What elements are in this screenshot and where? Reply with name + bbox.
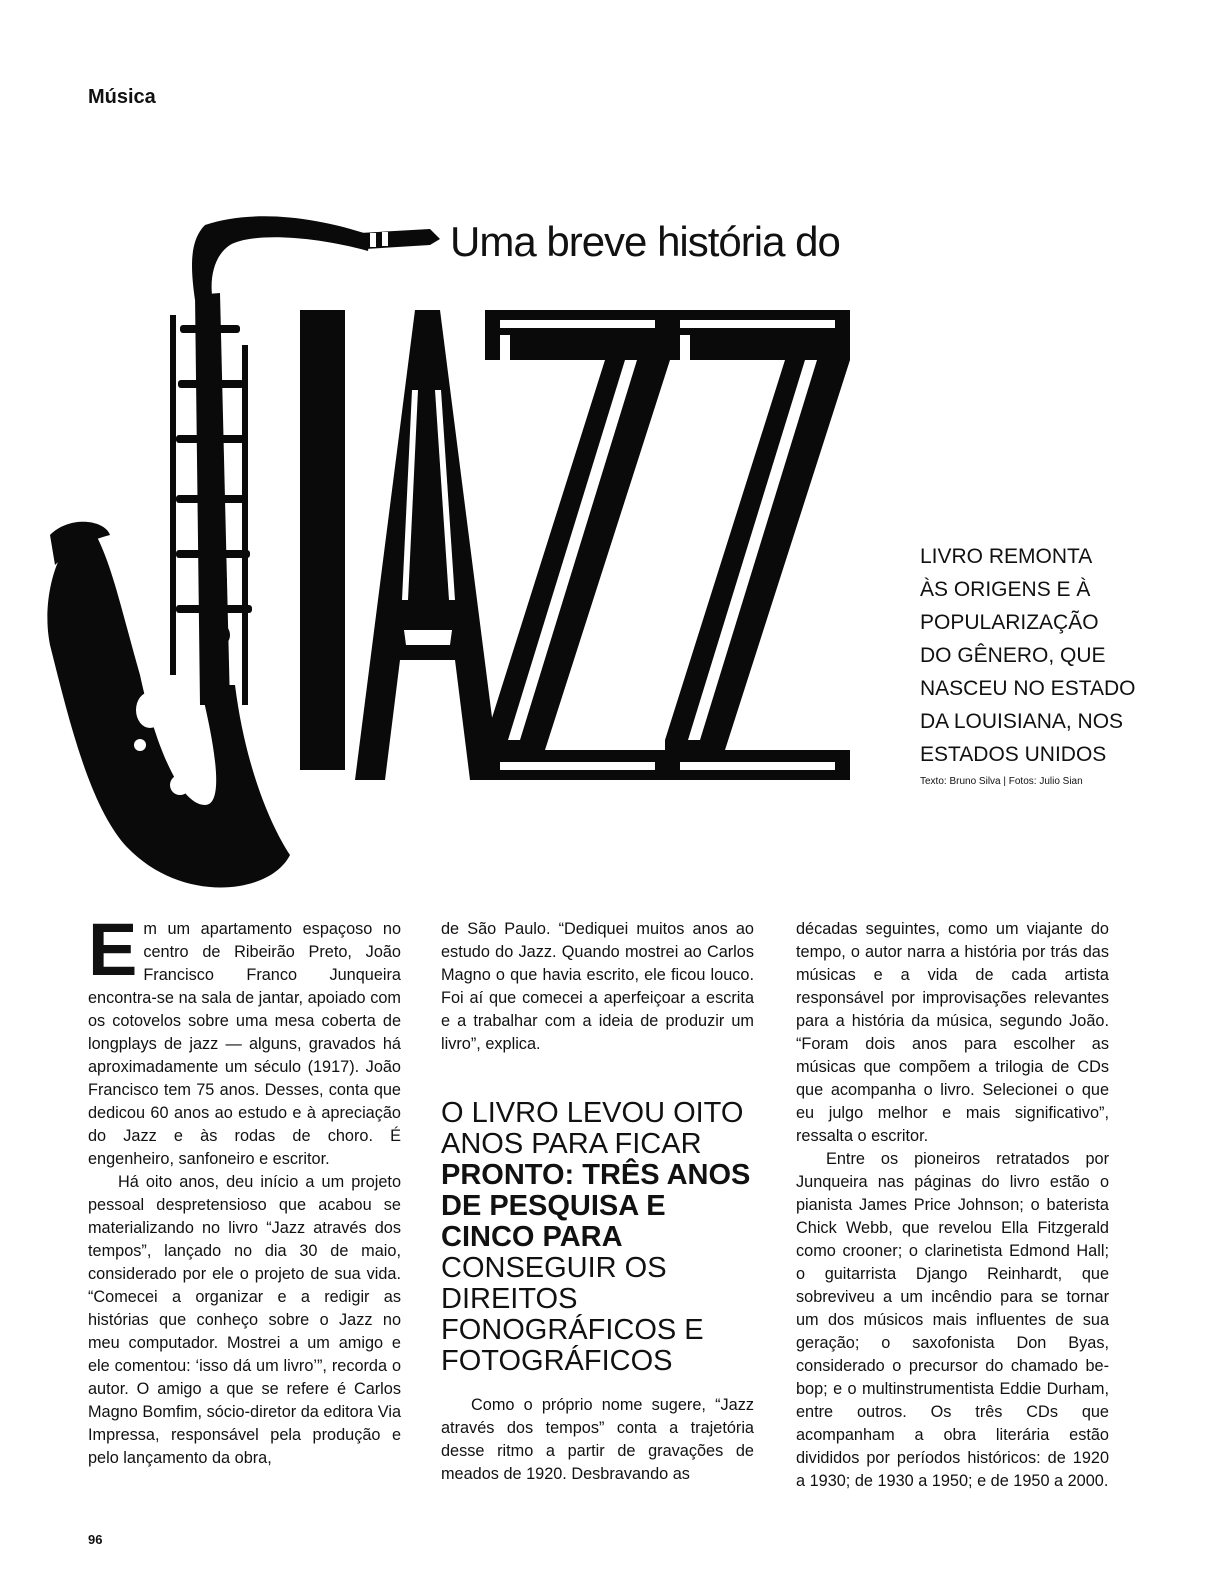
body-paragraph: Há oito anos, deu início a um projeto pessoal despretensioso que acabou se materializando no livro “Jazz através dos tempos”, lançado no dia 30 de maio, considerado por ele o projeto de sua vida. “Comecei a organizar e a redigir as histórias que conheço sobre o Jazz no meu computador. Mostrei a um amigo e ele comentou: ‘isso dá um livro’”, recorda o autor. O amigo a que se refere é Carlos Magno Bomfim, sócio-diretor da editora Via Impressa, responsável pela produção e pelo lançamento da obra, bbox=[88, 1173, 401, 1467]
body-column-2 bbox=[441, 918, 754, 1056]
standfirst-line: POPULARIZAÇÃO bbox=[920, 611, 1099, 634]
body-paragraph: Entre os pioneiros retratados por Junqueira nas páginas do livro estão o pianista James Price Johnson; o baterista Chick Webb, que revelou Ella Fitzgerald como crooner; o clarinetista Edmond Hall; o guitarrista Django Reinhardt, que sobreviveu a um incêndio para se tornar um dos músicos mais influentes de sua geração; o saxofonista Don Byas, considerado o precursor do chamado be-bop; e o multinstrumentista Eddie Durham, entre outros. Os três CDs que acompanham a obra literária estão divididos por períodos históricos: de 1920 a 1930; de 1930 a 1950; e de 1950 a 2000. bbox=[796, 1150, 1109, 1490]
byline-credits: Texto: Bruno Silva | Fotos: Julio Sian bbox=[920, 776, 1083, 787]
standfirst-line: NASCEU NO ESTADO bbox=[920, 677, 1136, 700]
body-column-2-continued bbox=[441, 1394, 754, 1486]
body-paragraph: de São Paulo. “Dediquei muitos anos ao estudo do Jazz. Quando mostrei ao Carlos Magno o que havia escrito, ele ficou louco. Foi aí que comecei a aperfeiçoar a escrita e a trabalhar com a ideia de produzir um livro”, explica. bbox=[441, 920, 754, 1053]
headline-main-text: JAZZ bbox=[300, 287, 339, 304]
body-paragraph: décadas seguintes, como um viajante do tempo, o autor narra a história por trás das músicas e a vida de cada artista responsável por improvisações relevantes para a história da música, segundo João. “Foram dois anos para escolher as músicas que compõem a trilogia de CDs que acompanha o livro. Selecionei o que eu julgo melhor e mais significativo”, ressalta o escritor. bbox=[796, 920, 1109, 1145]
pull-quote-part: O LIVRO LEVOU OITO ANOS PARA FICAR bbox=[441, 1097, 744, 1160]
page-number: 96 bbox=[88, 1532, 103, 1547]
body-column-3 bbox=[796, 918, 1109, 1493]
body-paragraph: Como o próprio nome sugere, “Jazz através dos tempos” conta a trajetória desse ritmo a partir de gravações de meados de 1920. Desbravando as bbox=[441, 1396, 754, 1483]
section-label: Música bbox=[88, 86, 156, 108]
standfirst bbox=[920, 540, 1160, 771]
paragraph-text: m um apartamento espaçoso no centro de Ribeirão Preto, João Francisco Franco Junqueira encontra-se na sala de jantar, apoiado com os cotovelos sobre uma mesa coberta de longplays de jazz — alguns, gravados há aproximadamente um século (1917). João Francisco tem 75 anos. Desses, conta que dedicou 60 anos ao estudo e à apreciação do Jazz e às rodas de choro. É engenheiro, sanfoneiro e escritor. bbox=[88, 920, 401, 1168]
standfirst-line: LIVRO REMONTA bbox=[920, 545, 1093, 568]
pull-quote bbox=[441, 1098, 761, 1377]
body-column-1 bbox=[88, 908, 401, 1470]
pull-quote-bold: PRONTO: TRÊS ANOS DE PESQUISA E CINCO PARA bbox=[441, 1159, 751, 1253]
standfirst-line: DO GÊNERO, QUE bbox=[920, 644, 1106, 667]
standfirst-line: DA LOUISIANA, NOS bbox=[920, 710, 1124, 733]
standfirst-line: ESTADOS UNIDOS bbox=[920, 743, 1107, 766]
jazz-title-lettering bbox=[300, 287, 850, 800]
body-paragraph bbox=[88, 908, 401, 1171]
drop-cap: E bbox=[88, 908, 138, 991]
headline-kicker: Uma breve história do bbox=[450, 218, 840, 265]
standfirst-line: ÀS ORIGENS E À bbox=[920, 578, 1091, 601]
pull-quote-part: CONSEGUIR OS DIREITOS FONOGRÁFICOS E FOTOGRÁFICOS bbox=[441, 1252, 704, 1377]
